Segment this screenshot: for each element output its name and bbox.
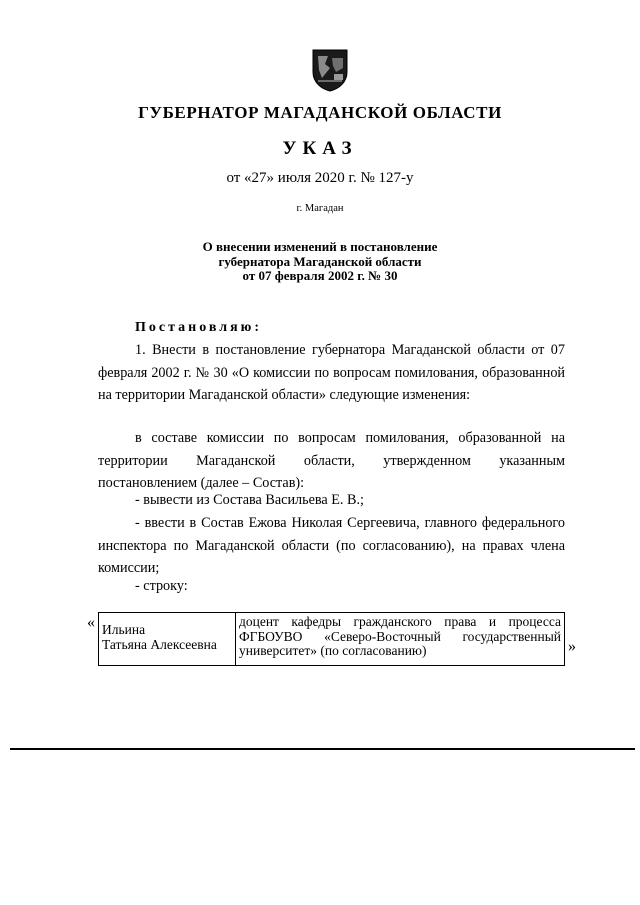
document-type: УКАЗ <box>282 138 358 159</box>
member-name-cell <box>99 613 236 666</box>
subject-line: О внесении изменений в постановление <box>202 239 438 254</box>
paragraph-2: в составе комиссии по вопросам помилования, образованной на территории Магаданской области, утвержденном указанным постановлением (далее – Состав): <box>98 430 565 491</box>
decree-word: Постановляю: <box>135 320 263 335</box>
document-city: г. Магадан <box>296 203 344 214</box>
paragraph-1: 1. Внести в постановление губернатора Магаданской области от 07 февраля 2002 г. № 30 «О комиссии по вопросам помилования, образованной на территории Магаданской области» следующие изменения: <box>98 342 565 403</box>
quote-open: « <box>87 614 95 631</box>
subject-line: от 07 февраля 2002 г. № 30 <box>242 268 398 283</box>
coat-of-arms-icon <box>310 48 350 92</box>
member-surname: Ильина <box>102 622 146 637</box>
quote-close: » <box>568 638 576 655</box>
page-divider <box>10 748 635 750</box>
paragraph-3: - вывести из Состава Васильева Е. В.; <box>135 492 364 508</box>
document-date-number: от «27» июля 2020 г. № 127-у <box>226 170 414 186</box>
paragraph-4: - ввести в Состав Ежова Николая Сергеевича, главного федерального инспектора по Магаданской области (по согласованию), на правах члена комиссии; <box>98 515 565 576</box>
document-subject <box>0 240 640 284</box>
table-row <box>99 613 565 666</box>
subject-line: губернатора Магаданской области <box>218 253 422 269</box>
issuing-authority: ГУБЕРНАТОР МАГАДАНСКОЙ ОБЛАСТИ <box>138 103 502 122</box>
member-description-cell: доцент кафедры гражданского права и процесса ФГБОУВО «Северо-Восточный государственный университет» (по согласованию) <box>236 613 565 666</box>
paragraph-5: - строку: <box>135 578 188 594</box>
member-table <box>98 612 565 666</box>
member-given-names: Татьяна Алексеевна <box>102 636 217 652</box>
